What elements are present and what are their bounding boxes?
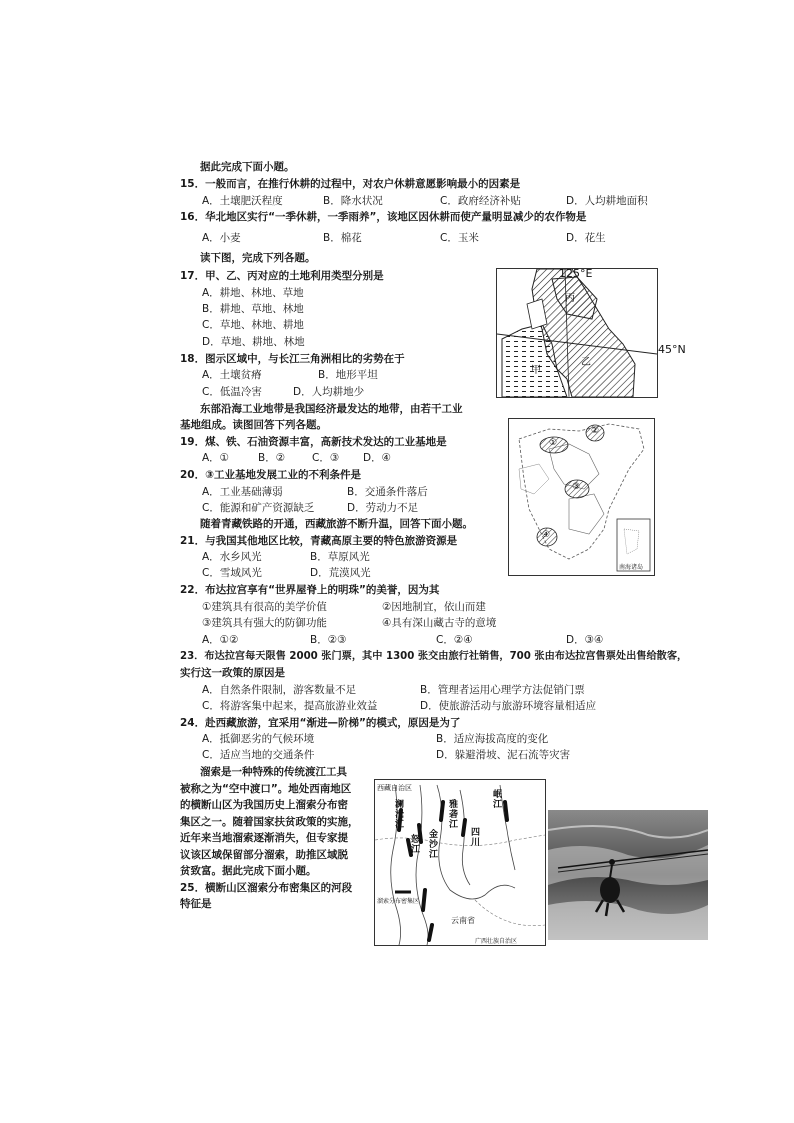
q18-option-c[interactable]: C．低温冷害 <box>202 386 262 398</box>
q24-option-c[interactable]: C．适应当地的交通条件 <box>202 749 315 761</box>
q23-option-d[interactable]: D．使旅游活动与旅游环境容量相适应 <box>420 700 597 712</box>
intro-5-line-5: 近年来当地溜索逐渐消失，但专家提 <box>180 832 348 844</box>
q15-option-c[interactable]: C．政府经济补贴 <box>440 195 521 207</box>
q19-option-b[interactable]: B．② <box>258 452 286 464</box>
tibet-label: 西藏自治区 <box>377 784 412 792</box>
q21-option-c[interactable]: C．雪域风光 <box>202 567 262 579</box>
q21-option-b[interactable]: B．草原风光 <box>310 551 370 563</box>
q22-option-c[interactable]: C．②④ <box>436 634 473 646</box>
intro-5-line-3: 的横断山区为我国历史上溜索分布密 <box>180 799 348 811</box>
q22-statement-4: ④具有深山藏古寺的意境 <box>382 617 497 629</box>
q20-option-d[interactable]: D．劳动力不足 <box>347 502 419 514</box>
question-23-stem-line1: 23．布达拉宫每天限售 2000 张门票，其中 1300 张交由旅行社销售，700 张由布达拉宫售票处出售给散客， <box>180 651 688 662</box>
q22-option-d[interactable]: D．③④ <box>566 634 604 646</box>
inset-label: 南海诸岛 <box>619 564 644 571</box>
intro-5-line-1: 溜索是一种特殊的传统渡江工具 <box>200 766 347 778</box>
q18-option-d[interactable]: D．人均耕地少 <box>293 386 365 398</box>
q18-option-b[interactable]: B．地形平坦 <box>318 369 378 381</box>
hengduan-river-map <box>374 779 546 946</box>
q18-option-a[interactable]: A．土壤贫瘠 <box>202 369 262 381</box>
q19-option-c[interactable]: C．③ <box>312 452 340 464</box>
jinsha-label: 金沙江 <box>429 830 439 860</box>
intro-5-line-2: 被称之为“空中渡口”。地处西南地区 <box>180 783 352 795</box>
base-2-label: ② <box>591 426 600 436</box>
q17-option-a[interactable]: A．耕地、林地、草地 <box>202 287 304 299</box>
q22-statement-2: ②因地制宜，依山而建 <box>382 601 486 613</box>
q20-option-a[interactable]: A．工业基础薄弱 <box>202 486 283 498</box>
q22-option-a[interactable]: A．①② <box>202 634 239 646</box>
q21-option-a[interactable]: A．水乡风光 <box>202 551 262 563</box>
industrial-base-map <box>508 418 655 576</box>
question-19-stem: 19．煤、铁、石油资源丰富，高新技术发达的工业基地是 <box>180 436 447 448</box>
q23-option-c[interactable]: C．将游客集中起来，提高旅游业效益 <box>202 700 378 712</box>
q16-option-a[interactable]: A．小麦 <box>202 232 241 244</box>
q22-statement-1: ①建筑具有很高的美学价值 <box>202 601 327 613</box>
q16-option-c[interactable]: C．玉米 <box>440 232 479 244</box>
intro-5-line-4: 集区之一。随着国家扶贫政策的实施， <box>180 816 359 828</box>
q15-option-a[interactable]: A．土壤肥沃程度 <box>202 195 283 207</box>
question-17-stem: 17．甲、乙、丙对应的土地利用类型分别是 <box>180 270 384 282</box>
intro-text: 据此完成下面小题。 <box>200 161 295 173</box>
longitude-label: 125°E <box>559 268 593 280</box>
q19-option-a[interactable]: A．① <box>202 452 230 464</box>
legend-label: 溜索分布密集区 <box>377 898 420 905</box>
q15-option-b[interactable]: B．降水状况 <box>323 195 383 207</box>
sichuan-label: 四川 <box>471 828 481 848</box>
q24-option-b[interactable]: B．适应海拔高度的变化 <box>436 733 549 745</box>
q20-option-b[interactable]: B．交通条件落后 <box>347 486 428 498</box>
q15-option-d[interactable]: D．人均耕地面积 <box>566 195 648 207</box>
q20-option-c[interactable]: C．能源和矿产资源缺乏 <box>202 502 315 514</box>
q17-option-d[interactable]: D．草地、耕地、林地 <box>202 336 305 348</box>
q22-option-b[interactable]: B．②③ <box>310 634 347 646</box>
intro-5-line-6: 议该区域保留部分溜索，助推区域脱 <box>180 849 348 861</box>
lancang-label: 澜沧江 <box>395 800 405 830</box>
question-15-stem: 15．一般而言，在推行休耕的过程中，对农户休耕意愿影响最小的因素是 <box>180 178 521 190</box>
q19-option-d[interactable]: D．④ <box>363 452 391 464</box>
intro-text-4: 随着青藏铁路的开通，西藏旅游不断升温，回答下面小题。 <box>200 518 473 530</box>
land-use-map <box>496 268 658 398</box>
zipline-photo <box>548 810 708 940</box>
region-jia-label: 甲 <box>531 365 541 376</box>
minjiang-label: 岷江 <box>493 790 503 810</box>
nujiang-label: 怒江 <box>411 835 421 855</box>
intro-text-3a: 东部沿海工业地带是我国经济最发达的地带，由若干工业 <box>200 403 463 415</box>
q23-option-a[interactable]: A．自然条件限制，游客数量不足 <box>202 684 357 696</box>
q17-option-b[interactable]: B．耕地、草地、林地 <box>202 303 304 315</box>
latitude-label: 45°N <box>658 343 686 356</box>
question-24-stem: 24．赴西藏旅游，宜采用“渐进—阶梯”的模式，原因是为了 <box>180 717 461 729</box>
region-bing-label: 丙 <box>565 293 575 304</box>
q24-option-d[interactable]: D．躲避滑坡、泥石流等灾害 <box>436 749 571 761</box>
yunnan-label: 云南省 <box>451 916 475 925</box>
question-16-stem: 16．华北地区实行“一季休耕，一季雨养”，该地区因休耕而使产量明显减少的农作物是 <box>180 211 587 223</box>
question-23-stem-line2: 实行这一政策的原因是 <box>180 667 285 679</box>
question-25-stem-line1: 25．横断山区溜索分布密集区的河段 <box>180 882 353 894</box>
question-21-stem: 21．与我国其他地区比较，青藏高原主要的特色旅游资源是 <box>180 535 458 547</box>
q23-option-b[interactable]: B．管理者运用心理学方法促销门票 <box>420 684 585 696</box>
region-yi-label: 乙 <box>581 357 591 368</box>
intro-5-line-7: 贫致富。据此完成下面小题。 <box>180 865 317 877</box>
question-22-stem: 22．布达拉宫享有“世界屋脊上的明珠”的美誉，因为其 <box>180 584 440 596</box>
q22-statement-3: ③建筑具有强大的防御功能 <box>202 617 327 629</box>
q21-option-d[interactable]: D．荒漠风光 <box>310 567 371 579</box>
base-3-label: ③ <box>572 482 581 492</box>
q17-option-c[interactable]: C．草地、林地、耕地 <box>202 319 304 331</box>
question-20-stem: 20．③工业基地发展工业的不利条件是 <box>180 469 362 481</box>
q24-option-a[interactable]: A．抵御恶劣的气候环境 <box>202 733 315 745</box>
guangxi-label: 广西壮族自治区 <box>475 938 518 945</box>
question-18-stem: 18．图示区域中，与长江三角洲相比的劣势在于 <box>180 353 405 365</box>
base-4-label: ④ <box>542 530 551 540</box>
intro-text-3b: 基地组成。读图回答下列各题。 <box>180 419 327 431</box>
q16-option-b[interactable]: B．棉花 <box>323 232 362 244</box>
q16-option-d[interactable]: D．花生 <box>566 232 606 244</box>
yalong-label: 雅砻江 <box>449 800 459 830</box>
base-1-label: ① <box>549 438 558 448</box>
intro-text-2: 读下图，完成下列各题。 <box>200 252 316 264</box>
question-25-stem-line2: 特征是 <box>180 898 212 910</box>
